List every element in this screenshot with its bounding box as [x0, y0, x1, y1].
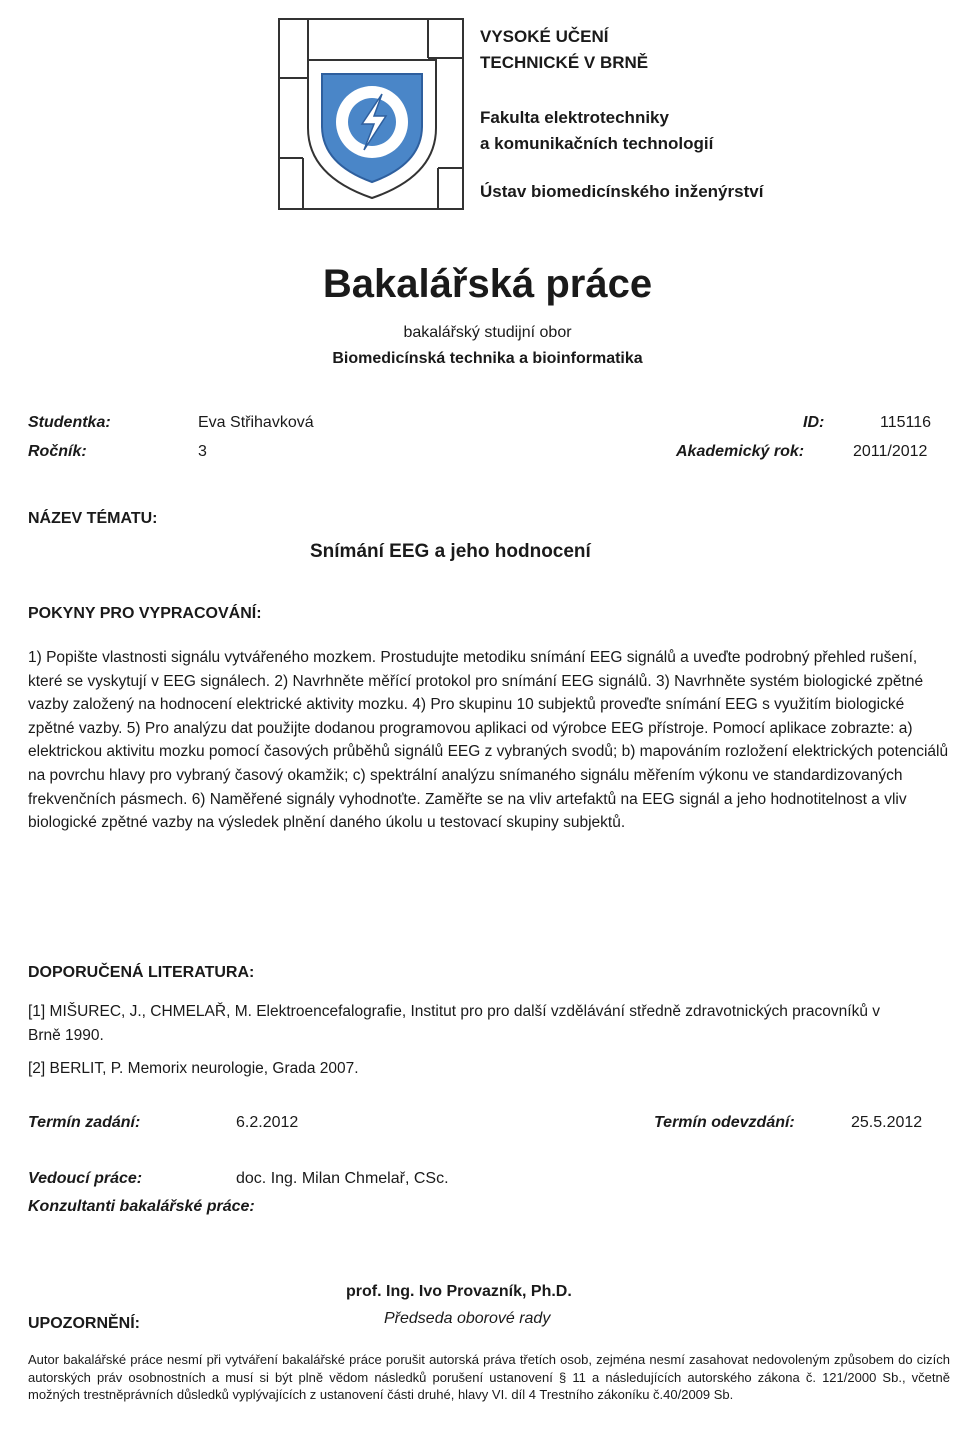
literature-item-2: [2] BERLIT, P. Memorix neurologie, Grada 2007. — [28, 1060, 359, 1077]
warning-label: UPOZORNĚNÍ: — [28, 1315, 140, 1332]
student-label: Studentka: — [28, 414, 111, 431]
faculty-name-line1: Fakulta elektrotechniky — [480, 108, 669, 127]
supervisor-name: doc. Ing. Milan Chmelař, CSc. — [236, 1170, 449, 1187]
assigned-date: 6.2.2012 — [236, 1114, 299, 1131]
academic-year-label: Akademický rok: — [676, 443, 805, 460]
study-field: Biomedicínská technika a bioinformatika — [332, 350, 643, 367]
department-name: Ústav biomedicínského inženýrství — [480, 182, 764, 201]
instructions-label: POKYNY PRO VYPRACOVÁNÍ: — [28, 605, 262, 622]
due-date: 25.5.2012 — [851, 1114, 923, 1131]
supervisor-label: Vedoucí práce: — [28, 1170, 143, 1187]
year-value: 3 — [198, 443, 207, 460]
id-label: ID: — [803, 414, 825, 431]
institution-name-line2: TECHNICKÉ V BRNĚ — [480, 53, 649, 72]
student-name: Eva Střihavková — [198, 414, 314, 431]
year-label: Ročník: — [28, 443, 87, 460]
instructions-text: 1) Popište vlastnosti signálu vytvářeného mozkem. Prostudujte metodiku snímání EEG signálů a uveďte podrobný přehled rušení, které se vyskytují v EEG signálech. 2) Navrhněte měřící protokol pro snímání EEG signálů. 3) Navrhněte systém biologické zpětné vazby založený na hodnocení elektrické aktivity mozku. 4) Pro skupinu 10 subjektů proveďte snímání EEG s využitím biologické zpětné vazby. 5) Pro analýzu dat použijte dodanou programovou aplikaci od výrobce EEG přístroje. Pomocí aplikace zobrazte: a) elektrickou aktivitu mozku pomocí časových průběhů signálů EEG z vybraných svodů; b) mapováním rozložení elektrických potenciálů na povrchu hlavy pro vybraný časový okamžik; c) spektrální analýzu snímaného signálu měřením výkonu ve standardizovaných frekvenčních pásmech. 6) Naměřené signály vyhodnoťte. Zaměřte se na vliv artefaktů na EEG signál a jeho hodnotitelnost a vliv biologické zpětné vazby na výsledek plnění daného úkolu u testovací skupiny subjektů. — [28, 649, 949, 832]
document-title: Bakalářská práce — [322, 262, 653, 306]
chair-role: Předseda oborové rady — [384, 1310, 551, 1327]
chair-name: prof. Ing. Ivo Provazník, Ph.D. — [346, 1283, 572, 1300]
topic-label: NÁZEV TÉMATU: — [28, 510, 158, 527]
due-label: Termín odevzdání: — [654, 1114, 795, 1131]
academic-year-value: 2011/2012 — [853, 443, 928, 460]
id-value: 115116 — [880, 414, 932, 431]
consultants-label: Konzultanti bakalářské práce: — [28, 1198, 255, 1215]
university-logo — [278, 18, 464, 210]
literature-item-1: [1] MIŠUREC, J., CHMELAŘ, M. Elektroencefalografie, Institut pro pro další vzdělávání středně zdravotnických pracovníků v Brně 1990. — [28, 1003, 880, 1044]
warning-text: Autor bakalářské práce nesmí při vytváření bakalářské práce porušit autorská práva třetích osob, zejména nesmí zasahovat nedovoleným způsobem do cizích autorských práv osobnostních a musí si být plně vědom následků porušení ustanovení § 11 a následujících autorského zákona č. 121/2000 Sb., včetně možných trestněprávních důsledků vyplývajících z ustanovení části druhé, hlavy VI. díl 4 Trestního zákoníku č.40/2009 Sb. — [28, 1352, 950, 1402]
topic-title: Snímání EEG a jeho hodnocení — [310, 541, 591, 562]
assigned-label: Termín zadání: — [28, 1114, 141, 1131]
literature-label: DOPORUČENÁ LITERATURA: — [28, 964, 255, 981]
faculty-name-line2: a komunikačních technologií — [480, 134, 714, 153]
study-program: bakalářský studijní obor — [403, 324, 572, 341]
institution-name-line1: VYSOKÉ UČENÍ — [480, 27, 609, 46]
